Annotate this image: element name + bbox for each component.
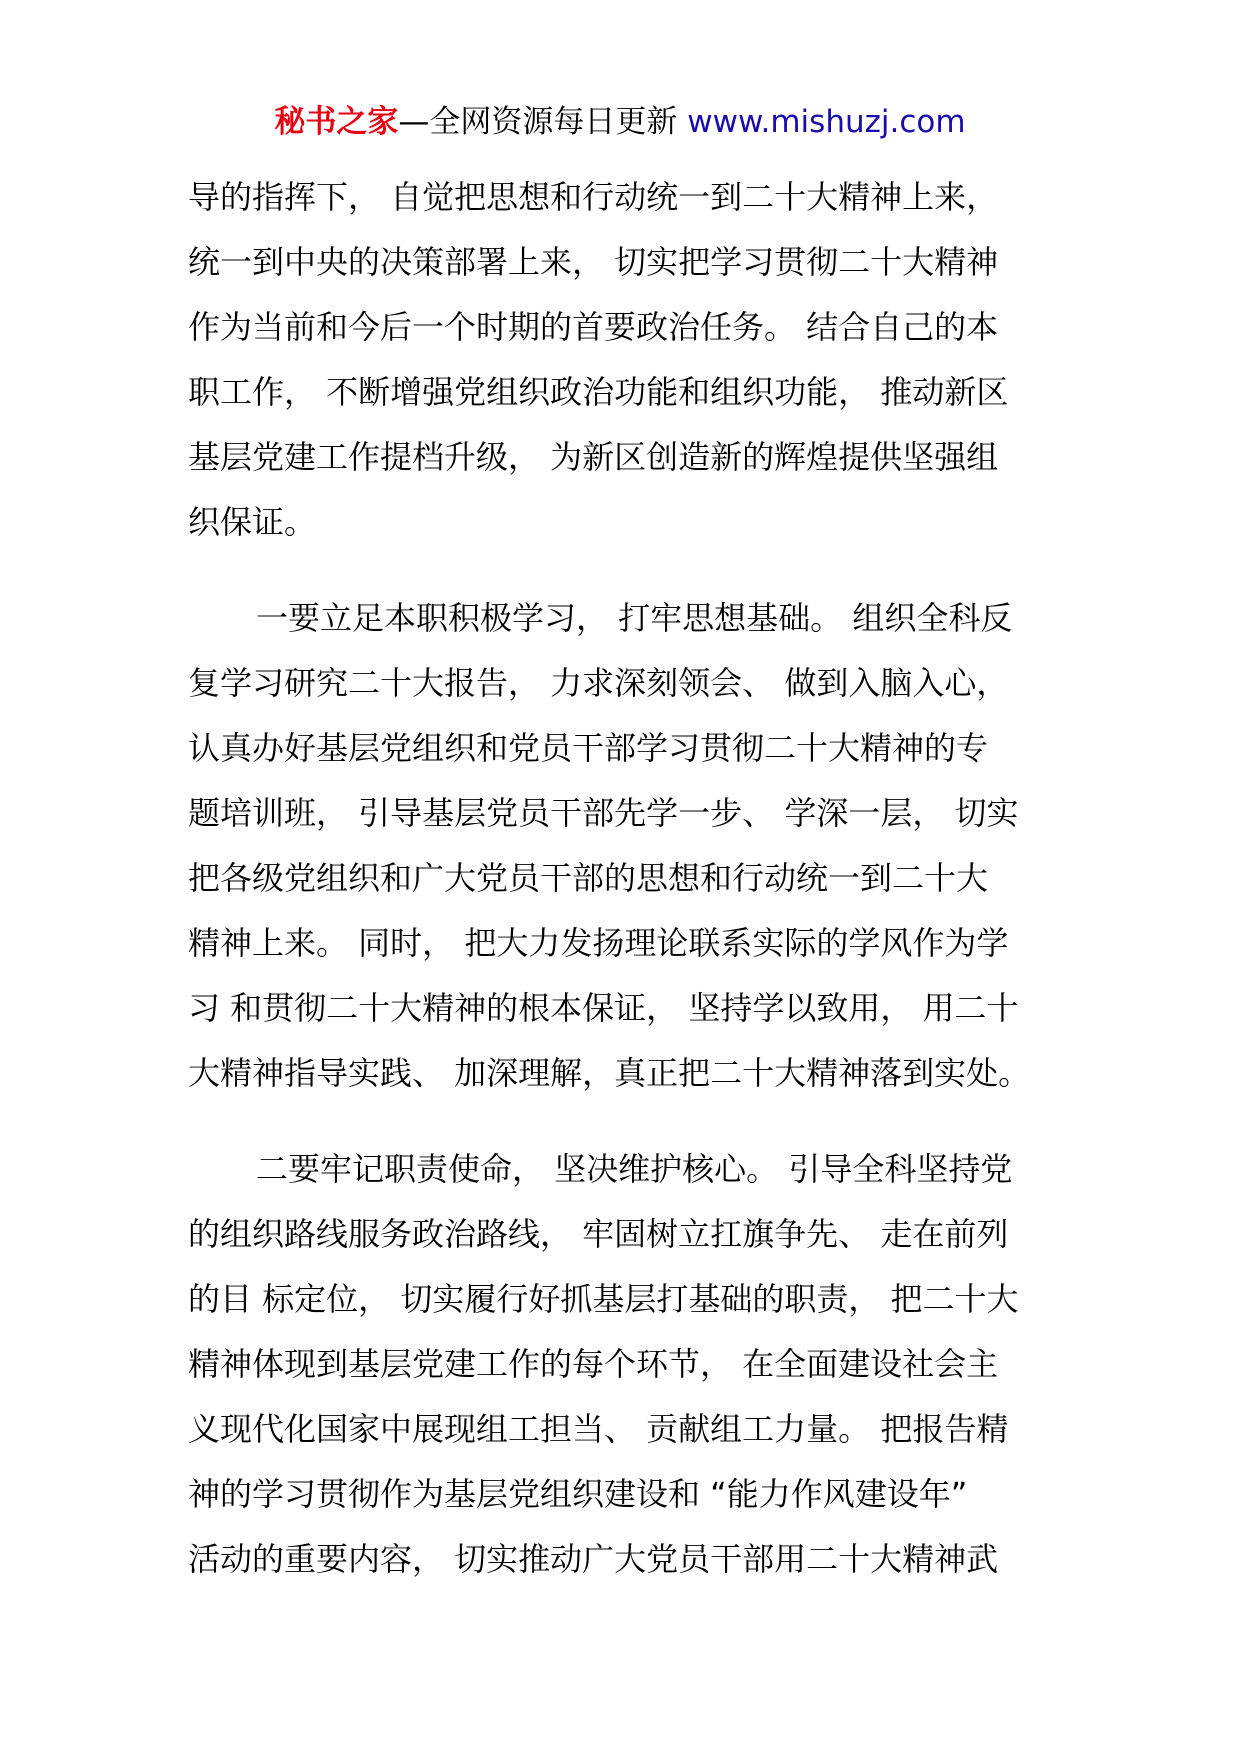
paragraph-gap [188, 1106, 1058, 1137]
paragraph-1 [188, 165, 1058, 555]
text-line: 活动的重要内容， 切实推动广大党员干部用二十大精神武 [188, 1540, 999, 1578]
text-line: 题培训班， 引导基层党员干部先学一步、 学深一层， 切实 [188, 794, 1019, 832]
text-line: 导的指挥下， 自觉把思想和行动统一到二十大精神上来， [188, 178, 999, 216]
paragraph-3 [188, 1137, 1058, 1592]
text-line: 织保证。 [188, 503, 317, 541]
paragraph-2 [188, 586, 1058, 1106]
text-line: 义现代化国家中展现组工担当、 贡献组工力量。 把报告精 [188, 1410, 1009, 1448]
text-line: 一要立足本职积极学习， 打牢思想基础。 组织全科反 [256, 599, 1013, 637]
text-line: 神的学习贯彻作为基层党组织建设和 “能力作风建设年” [188, 1475, 968, 1513]
text-line: 精神上来。 同时， 把大力发扬理论联系实际的学风作为学 [188, 924, 1009, 962]
text-line: 把各级党组织和广大党员干部的思想和行动统一到二十大 [188, 859, 989, 897]
text-line: 统一到中央的决策部署上来， 切实把学习贯彻二十大精神 [188, 243, 999, 281]
text-line: 的组织路线服务政治路线， 牢固树立扛旗争先、 走在前列 [188, 1215, 1009, 1253]
text-line: 大精神指导实践、 加深理解，真正把二十大精神落到实处。 [188, 1054, 1031, 1092]
text-line: 的目 标定位， 切实履行好抓基层打基础的职责， 把二十大 [188, 1280, 1019, 1318]
paragraph-gap [188, 555, 1058, 586]
text-line: 复学习研究二十大报告， 力求深刻领会、 做到入脑入心， [188, 664, 1009, 702]
header-url-link[interactable]: www.mishuzj.com [687, 104, 966, 140]
text-line: 作为当前和今后一个时期的首要政治任务。 结合自己的本 [188, 308, 999, 346]
text-line: 精神体现到基层党建工作的每个环节， 在全面建设社会主 [188, 1345, 999, 1383]
header-tagline: —全网资源每日更新 [398, 104, 688, 140]
page-header [0, 100, 1240, 144]
text-line: 二要牢记职责使命， 坚决维护核心。 引导全科坚持党 [256, 1150, 1013, 1188]
text-line: 职工作， 不断增强党组织政治功能和组织功能， 推动新区 [188, 373, 1009, 411]
document-body [188, 165, 1058, 1592]
brand-name: 秘书之家 [274, 104, 399, 140]
text-line: 基层党建工作提档升级， 为新区创造新的辉煌提供坚强组 [188, 438, 999, 476]
text-line: 认真办好基层党组织和党员干部学习贯彻二十大精神的专 [188, 729, 989, 767]
text-line: 习 和贯彻二十大精神的根本保证， 坚持学以致用， 用二十 [188, 989, 1019, 1027]
